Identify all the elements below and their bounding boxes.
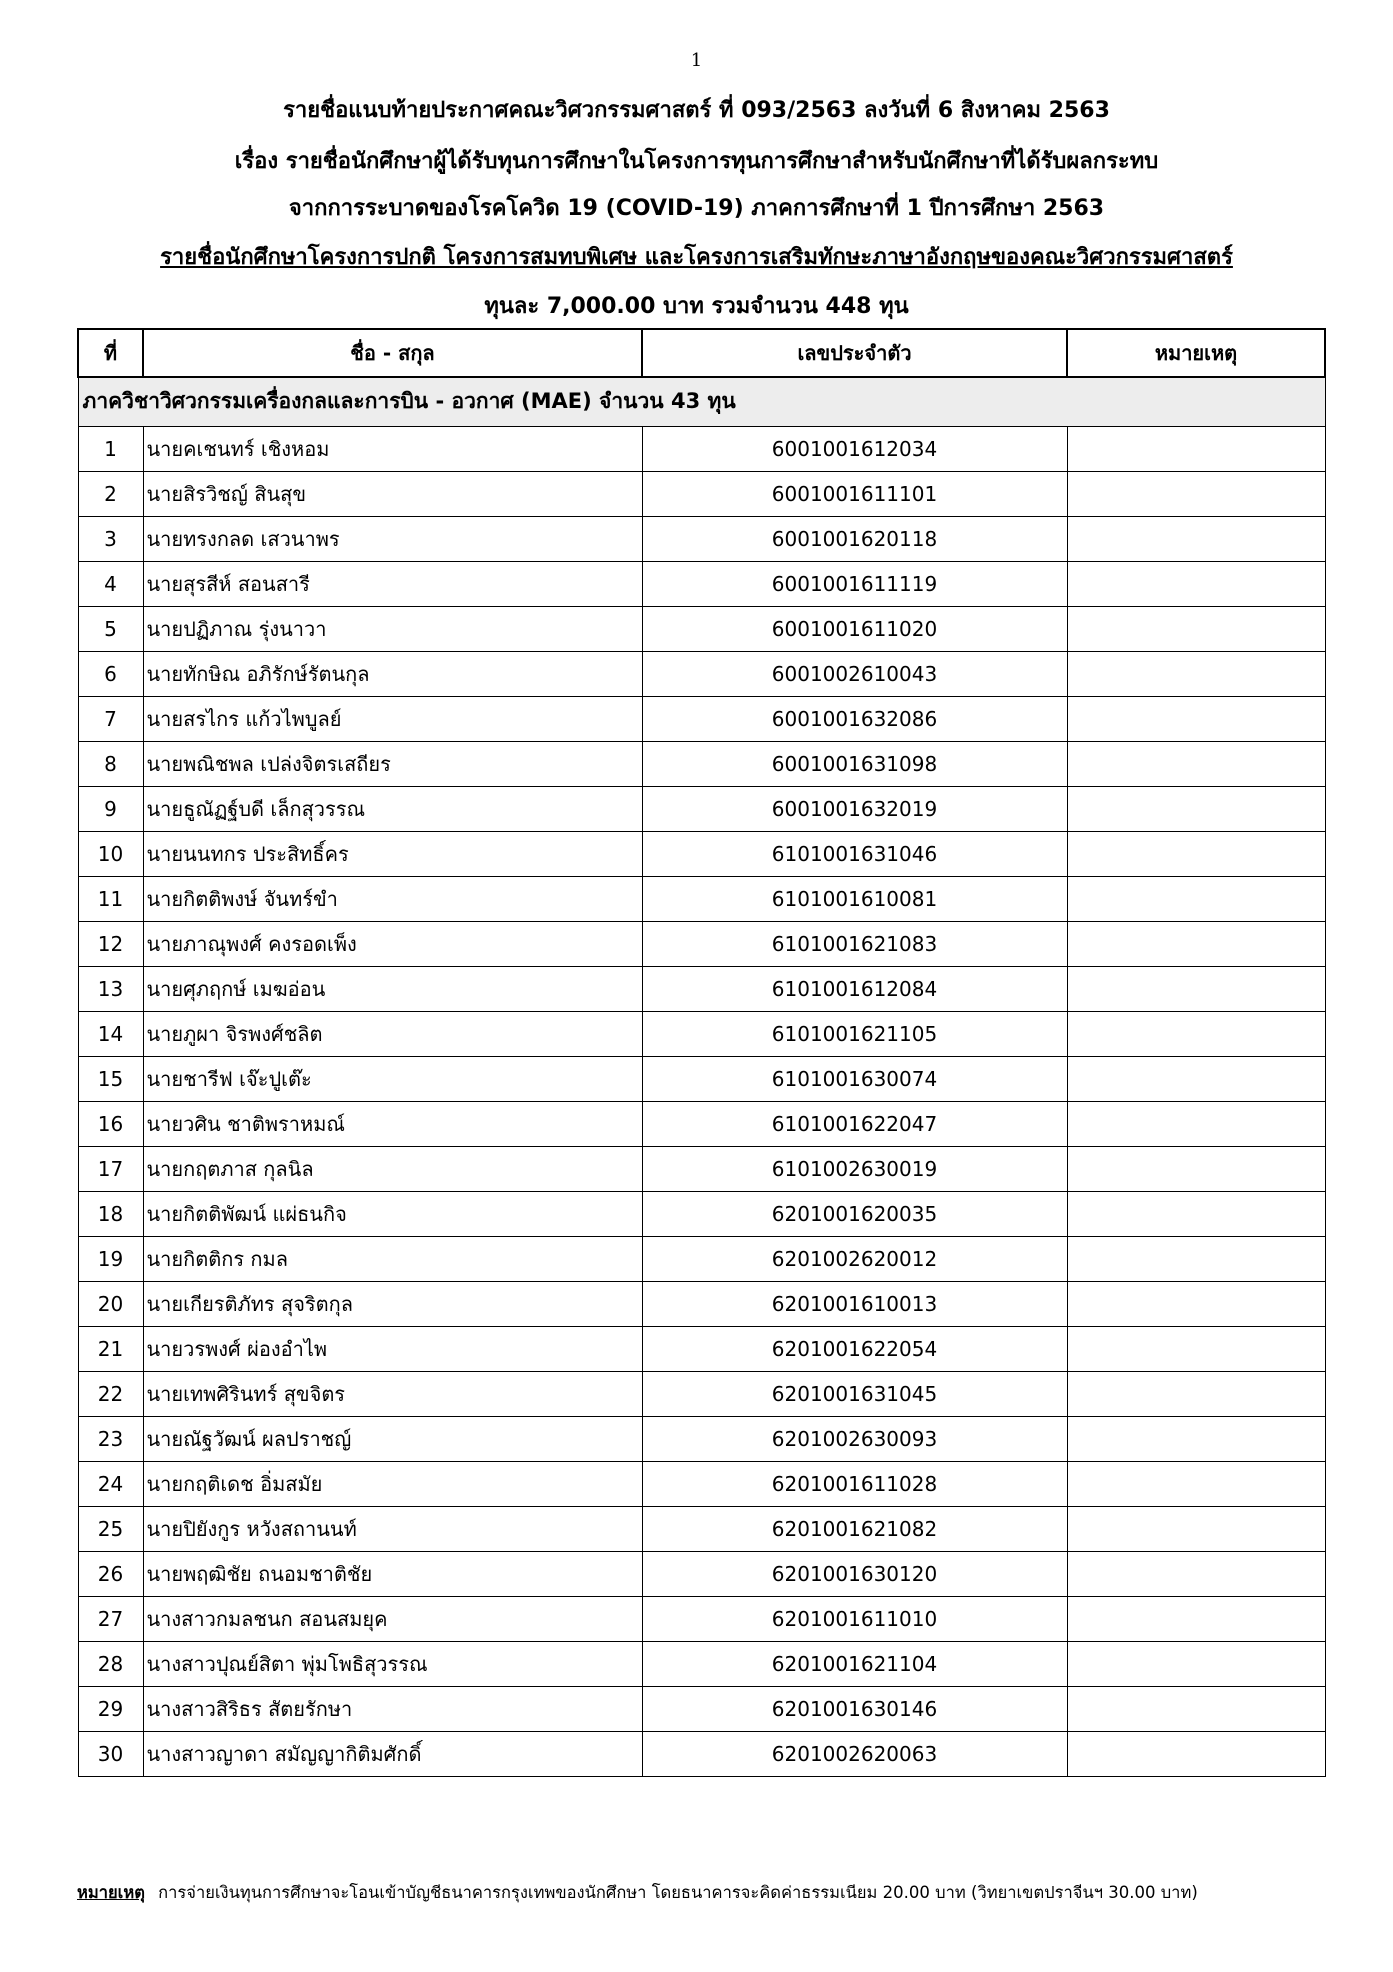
row-remarks: [1067, 516, 1325, 561]
student-id: 6201001630146: [642, 1686, 1067, 1731]
table-row: [78, 1506, 1325, 1551]
student-name: นายณัฐวัฒน์ ผลปราชญ์: [143, 1416, 642, 1461]
row-remarks: [1067, 1596, 1325, 1641]
row-remarks: [1067, 1281, 1325, 1326]
student-name: นายภาณุพงศ์ คงรอดเพ็ง: [143, 921, 642, 966]
row-number: 21: [78, 1326, 143, 1371]
student-name: นายนนทกร ประสิทธิ์คร: [143, 831, 642, 876]
row-remarks: [1067, 1416, 1325, 1461]
section-row: [78, 377, 1325, 426]
table-row: [78, 1011, 1325, 1056]
student-name: นายพณิชพล เปล่งจิตรเสถียร: [143, 741, 642, 786]
student-id: 6101001621105: [642, 1011, 1067, 1056]
row-number: 12: [78, 921, 143, 966]
row-number: 1: [78, 426, 143, 471]
row-number: 15: [78, 1056, 143, 1101]
student-name: นายพฤฒิชัย ถนอมชาติชัย: [143, 1551, 642, 1596]
row-remarks: [1067, 606, 1325, 651]
student-id: 6101001621083: [642, 921, 1067, 966]
student-name: นายคเชนทร์ เชิงหอม: [143, 426, 642, 471]
student-name: นายธูณัฏฐ์บดี เล็กสุวรรณ: [143, 786, 642, 831]
row-remarks: [1067, 1236, 1325, 1281]
student-id: 6201002620012: [642, 1236, 1067, 1281]
row-remarks: [1067, 1146, 1325, 1191]
table-row: [78, 1416, 1325, 1461]
row-number: 3: [78, 516, 143, 561]
table-row: [78, 1461, 1325, 1506]
row-remarks: [1067, 1506, 1325, 1551]
table-row: [78, 1596, 1325, 1641]
header-number: ที่: [78, 329, 143, 377]
row-number: 9: [78, 786, 143, 831]
student-name: นายชารีฟ เจ๊ะปูเต๊ะ: [143, 1056, 642, 1101]
student-id: 6201001621104: [642, 1641, 1067, 1686]
row-number: 30: [78, 1731, 143, 1776]
row-number: 24: [78, 1461, 143, 1506]
student-name: นางสาวญาดา สมัญญากิติมศักดิ์: [143, 1731, 642, 1776]
student-name: นายเทพศิรินทร์ สุขจิตร: [143, 1371, 642, 1416]
student-id: 6201001630120: [642, 1551, 1067, 1596]
row-remarks: [1067, 876, 1325, 921]
student-name: นายปฏิภาณ รุ่งนาวา: [143, 606, 642, 651]
student-name: นายศุภฤกษ์ เมฆอ่อน: [143, 966, 642, 1011]
student-id: 6101001622047: [642, 1101, 1067, 1146]
header-remarks: หมายเหตุ: [1067, 329, 1325, 377]
table-row: [78, 471, 1325, 516]
row-remarks: [1067, 1011, 1325, 1056]
student-name: นายกิตติพงษ์ จันทร์ขำ: [143, 876, 642, 921]
student-id: 6201001610013: [642, 1281, 1067, 1326]
student-id: 6001002610043: [642, 651, 1067, 696]
row-number: 2: [78, 471, 143, 516]
student-id: 6101001630074: [642, 1056, 1067, 1101]
student-id: 6201001631045: [642, 1371, 1067, 1416]
footnote-label: หมายเหตุ: [77, 1883, 145, 1902]
student-name: นายกฤตภาส กุลนิล: [143, 1146, 642, 1191]
student-id: 6001001632019: [642, 786, 1067, 831]
student-id: 6201001620035: [642, 1191, 1067, 1236]
row-remarks: [1067, 966, 1325, 1011]
row-remarks: [1067, 921, 1325, 966]
row-number: 11: [78, 876, 143, 921]
row-remarks: [1067, 1191, 1325, 1236]
row-number: 8: [78, 741, 143, 786]
row-number: 16: [78, 1101, 143, 1146]
header-name: ชื่อ - สกุล: [143, 329, 642, 377]
table-row: [78, 1236, 1325, 1281]
student-name: นายสุรสีห์ สอนสารี: [143, 561, 642, 606]
student-id: 6101001631046: [642, 831, 1067, 876]
scholarship-roster-table: [77, 328, 1326, 1777]
student-id: 6201001622054: [642, 1326, 1067, 1371]
row-remarks: [1067, 1101, 1325, 1146]
row-remarks: [1067, 426, 1325, 471]
student-id: 6201002620063: [642, 1731, 1067, 1776]
footnote-text: การจ่ายเงินทุนการศึกษาจะโอนเข้าบัญชีธนาคารกรุงเทพของนักศึกษา โดยธนาคารจะคิดค่าธรรมเนียม 20.00 บาท (วิทยาเขตปราจีนฯ 30.00 บาท): [158, 1883, 1198, 1902]
student-name: นายทักษิณ อภิรักษ์รัตนกุล: [143, 651, 642, 696]
announcement-subject: เรื่อง รายชื่อนักศึกษาผู้ได้รับทุนการศึกษาในโครงการทุนการศึกษาสำหรับนักศึกษาที่ได้รับผลกระทบ: [234, 149, 1159, 174]
row-remarks: [1067, 786, 1325, 831]
row-remarks: [1067, 561, 1325, 606]
row-remarks: [1067, 651, 1325, 696]
student-id: 6101002630019: [642, 1146, 1067, 1191]
row-number: 25: [78, 1506, 143, 1551]
table-row: [78, 1101, 1325, 1146]
student-id: 6001001611020: [642, 606, 1067, 651]
row-remarks: [1067, 741, 1325, 786]
announcement-subject-continued: จากการระบาดของโรคโควิด 19 (COVID-19) ภาคการศึกษาที่ 1 ปีการศึกษา 2563: [288, 196, 1105, 221]
table-row: [78, 1191, 1325, 1236]
table-row: [78, 696, 1325, 741]
table-header-row: [78, 329, 1325, 377]
table-row: [78, 1056, 1325, 1101]
table-row: [78, 1326, 1325, 1371]
row-number: 17: [78, 1146, 143, 1191]
student-id: 6001001632086: [642, 696, 1067, 741]
table-row: [78, 1731, 1325, 1776]
student-name: นางสาวปุณย์สิตา พุ่มโพธิสุวรรณ: [143, 1641, 642, 1686]
student-id: 6101001610081: [642, 876, 1067, 921]
table-row: [78, 1551, 1325, 1596]
row-remarks: [1067, 1686, 1325, 1731]
announcement-title: รายชื่อแนบท้ายประกาศคณะวิศวกรรมศาสตร์ ที่ 093/2563 ลงวันที่ 6 สิงหาคม 2563: [283, 98, 1110, 123]
student-name: นายกิตติกร กมล: [143, 1236, 642, 1281]
scholarship-amount-heading: ทุนละ 7,000.00 บาท รวมจำนวน 448 ทุน: [484, 294, 909, 319]
row-remarks: [1067, 1371, 1325, 1416]
row-remarks: [1067, 1731, 1325, 1776]
header-student-id: เลขประจำตัว: [642, 329, 1067, 377]
row-number: 19: [78, 1236, 143, 1281]
student-name: นายกิตติพัฒน์ แผ่ธนกิจ: [143, 1191, 642, 1236]
student-id: 6201001611010: [642, 1596, 1067, 1641]
table-row: [78, 516, 1325, 561]
student-id: 6001001620118: [642, 516, 1067, 561]
student-name: นายวรพงศ์ ผ่องอำไพ: [143, 1326, 642, 1371]
row-number: 22: [78, 1371, 143, 1416]
table-row: [78, 651, 1325, 696]
student-id: 6201001621082: [642, 1506, 1067, 1551]
row-number: 20: [78, 1281, 143, 1326]
row-number: 28: [78, 1641, 143, 1686]
student-programs-heading: รายชื่อนักศึกษาโครงการปกติ โครงการสมทบพิเศษ และโครงการเสริมทักษะภาษาอังกฤษของคณะวิศวกรรมศาสตร์: [160, 245, 1233, 270]
student-id: 6001001611101: [642, 471, 1067, 516]
student-id: 6001001611119: [642, 561, 1067, 606]
row-remarks: [1067, 1056, 1325, 1101]
table-row: [78, 1686, 1325, 1731]
row-number: 6: [78, 651, 143, 696]
row-remarks: [1067, 696, 1325, 741]
table-row: [78, 921, 1325, 966]
table-row: [78, 741, 1325, 786]
department-section-label: ภาควิชาวิศวกรรมเครื่องกลและการบิน - อวกาศ (MAE) จำนวน 43 ทุน: [78, 377, 1325, 426]
student-name: นายเกียรติภัทร สุจริตกุล: [143, 1281, 642, 1326]
row-remarks: [1067, 1641, 1325, 1686]
student-name: นางสาวสิริธร สัตยรักษา: [143, 1686, 642, 1731]
student-id: 6001001612034: [642, 426, 1067, 471]
student-name: นายสรไกร แก้วไพบูลย์: [143, 696, 642, 741]
row-number: 23: [78, 1416, 143, 1461]
student-id: 6001001631098: [642, 741, 1067, 786]
row-remarks: [1067, 831, 1325, 876]
table-row: [78, 966, 1325, 1011]
student-name: นายวศิน ชาติพราหมณ์: [143, 1101, 642, 1146]
table-row: [78, 786, 1325, 831]
student-name: นางสาวกมลชนก สอนสมยุค: [143, 1596, 642, 1641]
row-remarks: [1067, 1461, 1325, 1506]
row-remarks: [1067, 1326, 1325, 1371]
table-row: [78, 831, 1325, 876]
student-name: นายทรงกลด เสวนาพร: [143, 516, 642, 561]
row-number: 29: [78, 1686, 143, 1731]
student-name: นายภูผา จิรพงศ์ชลิต: [143, 1011, 642, 1056]
table-row: [78, 1146, 1325, 1191]
row-number: 14: [78, 1011, 143, 1056]
student-id: 6101001612084: [642, 966, 1067, 1011]
row-remarks: [1067, 471, 1325, 516]
row-remarks: [1067, 1551, 1325, 1596]
row-number: 5: [78, 606, 143, 651]
table-row: [78, 1641, 1325, 1686]
student-name: นายกฤติเดช อิ่มสมัย: [143, 1461, 642, 1506]
student-name: นายสิรวิชญ์ สินสุข: [143, 471, 642, 516]
student-id: 6201002630093: [642, 1416, 1067, 1461]
table-row: [78, 561, 1325, 606]
table-row: [78, 1281, 1325, 1326]
student-name: นายปิยังกูร หวังสถานนท์: [143, 1506, 642, 1551]
student-id: 6201001611028: [642, 1461, 1067, 1506]
table-row: [78, 426, 1325, 471]
row-number: 26: [78, 1551, 143, 1596]
footnote: [77, 1880, 1327, 1906]
row-number: 27: [78, 1596, 143, 1641]
table-row: [78, 606, 1325, 651]
page-number: 1: [690, 50, 703, 71]
row-number: 7: [78, 696, 143, 741]
row-number: 10: [78, 831, 143, 876]
row-number: 13: [78, 966, 143, 1011]
row-number: 4: [78, 561, 143, 606]
row-number: 18: [78, 1191, 143, 1236]
table-row: [78, 1371, 1325, 1416]
table-row: [78, 876, 1325, 921]
